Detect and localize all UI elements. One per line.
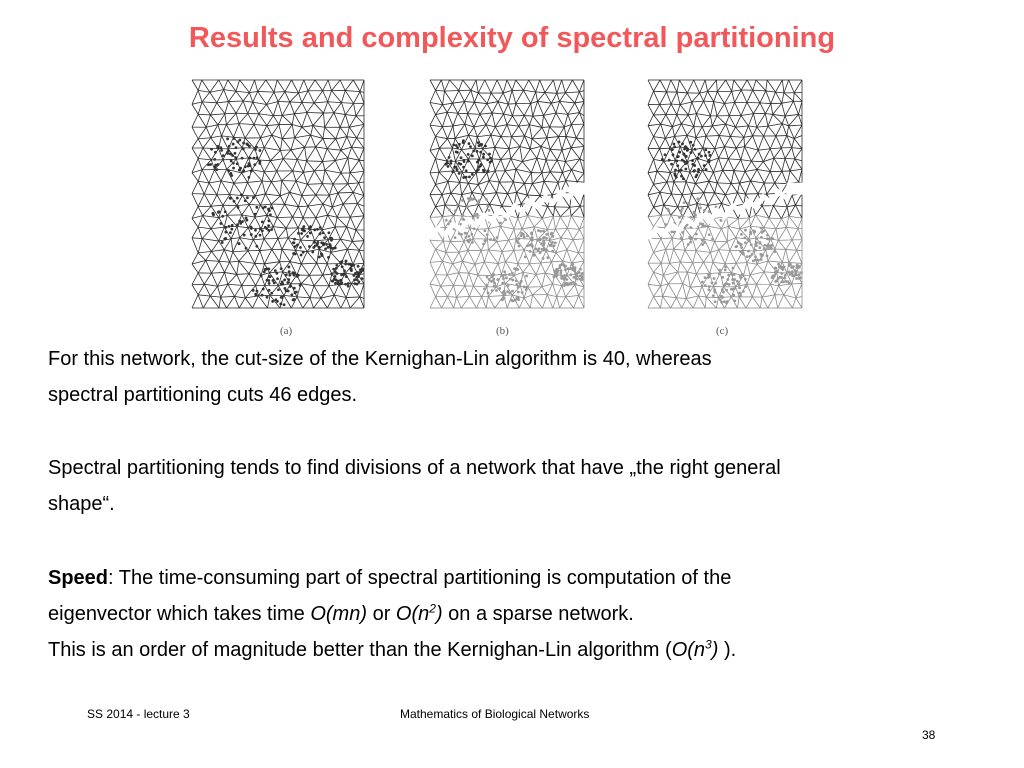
- on3-base: O(n: [671, 639, 706, 661]
- speed-text: : The time-consuming part of spectral partitioning is computation of the: [108, 567, 732, 589]
- complexity-on3: [672, 639, 719, 661]
- paragraph-cut-size-line-2: spectral partitioning cuts 46 edges.: [48, 384, 358, 406]
- paragraph-speed-line-1: [48, 560, 731, 596]
- on2-close: ): [435, 603, 443, 625]
- footer-course: Mathematics of Biological Networks: [400, 707, 590, 721]
- panel-label-c: (c): [716, 325, 729, 337]
- on3-close: ): [711, 639, 719, 661]
- mesh-panel-1: [192, 80, 364, 308]
- on2-exponent: 2: [429, 601, 436, 616]
- magnitude-pre: This is an order of magnitude better than the Kernighan-Lin algorithm (: [48, 639, 672, 661]
- paragraph-shape-line-1: Spectral partitioning tends to find divisions of a network that have „the right general: [48, 457, 781, 479]
- panel-label-a: (a): [280, 325, 293, 337]
- mesh-graphs: [184, 70, 824, 342]
- on3-exponent: 3: [705, 637, 712, 652]
- complexity-omn: O(mn): [310, 603, 368, 625]
- mesh-panel-3: [648, 80, 804, 308]
- speed-line2-post: on a sparse network.: [442, 603, 634, 625]
- footer-lecture: SS 2014 - lecture 3: [87, 707, 190, 721]
- complexity-on2: [396, 603, 443, 625]
- on2-base: O(n: [395, 603, 430, 625]
- magnitude-post: ).: [718, 639, 737, 661]
- panel-label-b: (b): [496, 325, 509, 337]
- mesh-partition-figure: [184, 70, 824, 342]
- paragraph-speed-line-2: [48, 596, 634, 632]
- paragraph-cut-size-line-1: For this network, the cut-size of the Kernighan-Lin algorithm is 40, whereas: [48, 348, 712, 370]
- mesh-panel-2: [430, 80, 586, 308]
- speed-label: Speed: [48, 567, 109, 589]
- slide-title: Results and complexity of spectral partitioning: [188, 22, 836, 54]
- speed-line2-or: or: [367, 603, 396, 625]
- page-number: 38: [922, 728, 936, 742]
- paragraph-magnitude-line: [48, 632, 736, 668]
- speed-line2-pre: eigenvector which takes time: [48, 603, 311, 625]
- paragraph-shape-line-2: shape“.: [48, 493, 115, 515]
